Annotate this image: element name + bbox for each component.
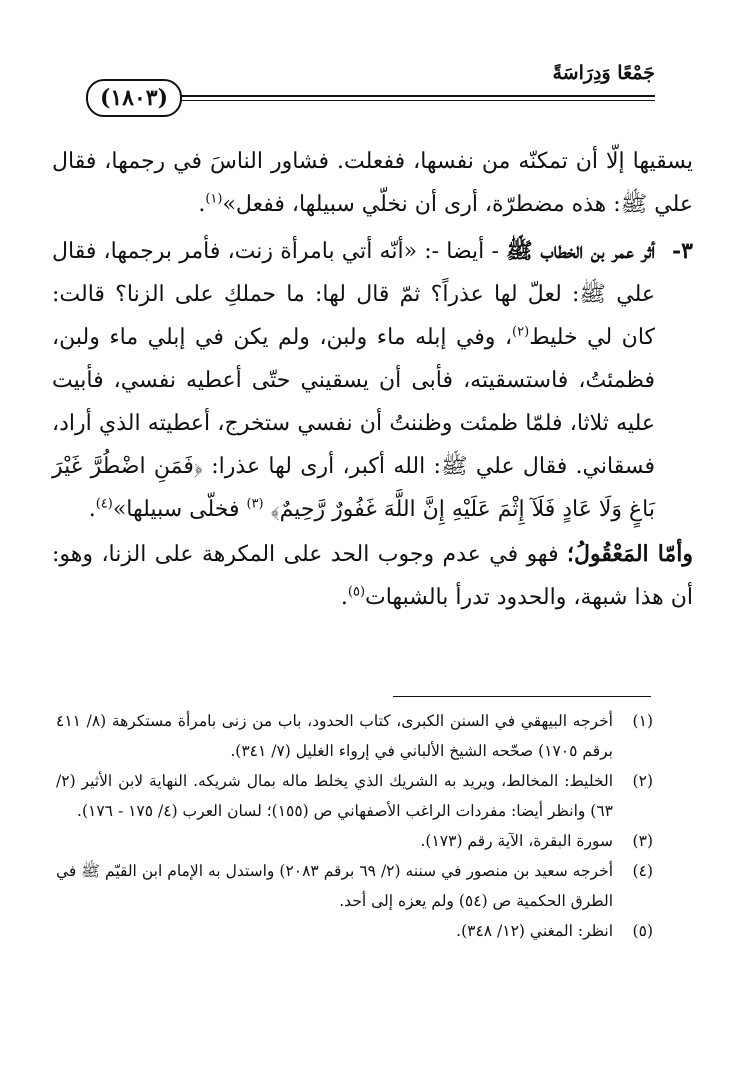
footnote-ref: (٤) (95, 496, 113, 512)
section-rational: وأمّا المَعْقُولُ؛ فهو في عدم وجوب الحد على المكرهة على الزنا، وهو: أن هذا شبهة، والحدود تدرأ بالشبهات$^{(٥)}$. (52, 541, 693, 610)
footnote-number: (١) (632, 712, 653, 730)
footnote-ref: (٢) (512, 324, 530, 340)
footnote-ref: (٥) (347, 584, 366, 600)
footnote: (٥) انظر: المغني (١٢/ ٣٤٨). (56, 916, 653, 946)
section-heading: وأمّا المَعْقُولُ؛ (567, 541, 693, 567)
footnote: (١) أخرجه البيهقي في السنن الكبرى، كتاب الحدود، باب من زنى بامرأة مستكرهة (٨/ ٤١١ برقم ١٧٠٥) صحّحه الشيخ الألباني في إرواء الغليل (٧/ ٣٤١). (56, 706, 653, 766)
footnote-number: (٤) (632, 862, 653, 880)
footnote: (٢) الخليط: المخالط، ويريد به الشريك الذي يخلط ماله بمال شريكه. النهاية لابن الأثير (٢/ ٦٣) وانظر أيضا: مفردات الراغب الأصفهاني ص (١٥٥)؛ لسان العرب (٤/ ١٧٥ - ١٧٦). (56, 766, 653, 826)
footnote-number: (٥) (632, 922, 653, 940)
footnote: (٤) أخرجه سعيد بن منصور في سننه (٢/ ٦٩ برقم ٢٠٨٣) واستدل به الإمام ابن القيّم ﷺ في الطرق الحكمية ص (٥٤) ولم يعزه إلى أحد. (56, 856, 653, 916)
footnote: (٣) سورة البقرة، الآية رقم (١٧٣). (56, 826, 653, 856)
item-heading: أثر عمر بن الخطاب ﷺ (506, 238, 655, 264)
running-header-title: جَمْعًا وَدِرَاسَةً (552, 62, 655, 84)
footnote-ref: (١) (205, 191, 223, 207)
footnote-number: (٣) (632, 832, 653, 850)
page-number: (١٨٠٣) (86, 79, 182, 117)
item-number: ٣- (672, 238, 693, 264)
footnote-ref: (٣) (246, 496, 264, 512)
paragraph-continuation: يسقيها إلّا أن تمكنّه من نفسها، ففعلت. فشاور الناسَ في رجمها، فقال علي ﷺ: هذه مضطرّة، أرى أن نخلّي سبيلها، ففعل»$^{(١)}$. (52, 149, 693, 217)
footnotes (56, 706, 653, 946)
main-text (52, 140, 693, 619)
list-item-3: ٣- أثر عمر بن الخطاب ﷺ - أيضا -: «أنّه أتي بامرأة زنت، فأمر برجمها، فقال علي ﷺ: لعلّ لها عذراً؟ ثمّ قال لها: ما حملكِ على الزنا؟ قالت: كان لي خليط$^{(٢)}$، وفي إبله ماء ولبن، ولم يكن في إبلي ماء ولبن، فظمئتُ، فاستسقيته، فأبى أن يسقيني حتّى أعطيه نفسي، فأبيت عليه ثلاثا، فلمّا ظمئت وظننتُ أن نفسي ستخرج، أعطيته الذي أراد، فسقاني. فقال علي ﷺ: الله أكبر، أرى لها عذرا: ﴿فَمَنِ اضْطُرَّ غَيْرَ بَاغٍ وَلَا عَادٍ فَلَآ إِثْمَ عَلَيْهِ إِنَّ اللَّهَ غَفُورٌ رَّحِيمٌ﴾ $^{(٣)}$ فخلّى سبيلها»$^{(٤)}$. (52, 230, 693, 531)
footnote-number: (٢) (632, 772, 653, 790)
footnote-separator (393, 696, 651, 697)
